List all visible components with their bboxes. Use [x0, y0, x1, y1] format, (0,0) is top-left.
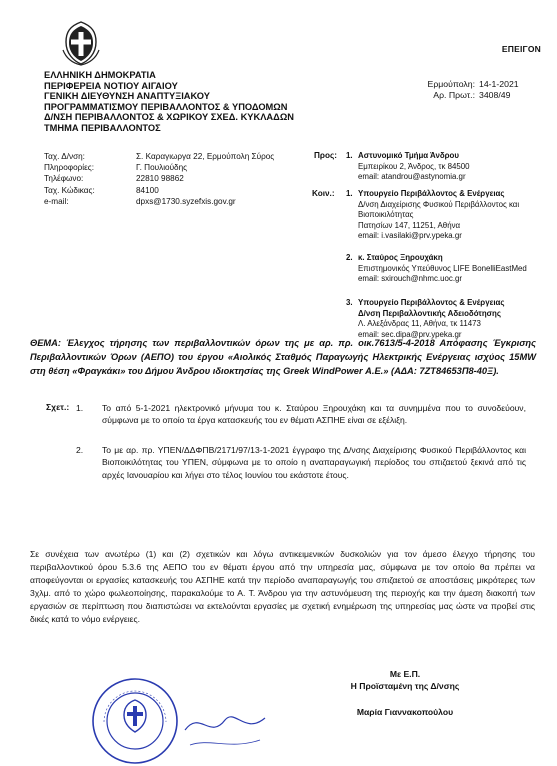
greek-emblem-icon	[60, 20, 102, 66]
related-number: 1.	[76, 403, 84, 413]
recipient-number: 3.	[346, 298, 353, 307]
recipient-line: Δ/νση Διαχείρισης Φυσικού Περιβάλλοντος και	[358, 199, 520, 209]
cc-recipient	[346, 189, 551, 242]
contact-block	[44, 151, 274, 207]
phone-label: Τηλέφωνο:	[44, 174, 84, 184]
info-label: Πληροφορίες:	[44, 163, 94, 173]
recipient-number: 1.	[346, 189, 353, 198]
related-item	[76, 444, 526, 481]
date-protocol-block	[405, 79, 519, 101]
recipient-line: Υπουργείο Περιβάλλοντος & Ενέργειας	[358, 298, 505, 307]
urgency-label: ΕΠΕΙΓΟΝ	[501, 44, 541, 54]
cc-recipient	[346, 298, 551, 340]
sender-line: ΠΡΟΓΡΑΜΜΑΤΙΣΜΟΥ ΠΕΡΙΒΑΛΛΟΝΤΟΣ & ΥΠΟΔΟΜΩΝ	[44, 101, 288, 112]
related-text: Το με αρ. πρ. ΥΠΕΝ/ΔΔΦΠΒ/2171/97/13-1-2021 έγγραφο της Δ/νσης Διαχείρισης Φυσικού Περιβάλλοντος και Βιοποικιλότητας του ΥΠΕΝ, σύμφωνα με το οποίο η αναπαραγωγική περίοδος του σπιζαετού ξεκινά από τις αρχές Ιανουαρίου και λήγει στο τέλος Ιουνίου του εκάστοτε έτους.	[102, 445, 526, 480]
address-value: Σ. Καραγιωργα 22, Ερμούπολη Σύρος	[136, 152, 275, 161]
recipient-line: Υπουργείο Περιβάλλοντος & Ενέργειας	[358, 189, 505, 198]
recipient-line: email: atandrou@astynomia.gr	[358, 172, 466, 182]
place-label: Ερμούπολη:	[427, 79, 475, 89]
recipient-line: Λ. Αλεξάνδρας 11, Αθήνα, τκ 11473	[358, 319, 481, 329]
related-text: Το από 5-1-2021 ηλεκτρονικό μήνυμα του κ. Σταύρου Ξηρουχάκη και τα συνημμένα που το συνοδεύουν, σύμφωνα με το οποίο τα έργα κατασκευής του εν θέματι ΑΣΠΗΕ είναι σε εξέλιξη.	[102, 403, 526, 426]
to-recipient	[346, 151, 546, 183]
signer-name: Μαρία Γιαννακοπούλου	[356, 707, 454, 717]
recipient-line: Εμπειρίκου 2, Άνδρος, τκ 84500	[358, 161, 470, 171]
recipient-number: 2.	[346, 253, 353, 262]
sender-line: ΓΕΝΙΚΗ ΔΙΕΥΘΥΝΣΗ ΑΝΑΠΤΥΞΙΑΚΟΥ	[44, 91, 210, 102]
body-paragraph: Σε συνέχεια των ανωτέρω (1) και (2) σχετικών και λόγω αντικειμενικών δυσκολιών για τον άμεσο έλεγχο τήρησης του περιβαλλοντικού όρου 5.3.6 της ΑΕΠΟ του εν θέματι έργου από την υπηρεσία μας, σύμφωνα με τον οποίο θα πρέπει να αποφεύγονται οι εργασίες κατασκευής του ΑΣΠΗΕ κατά την περίοδο αναπαραγωγής του σπιζαετού σε αποστάσεις μικρότερες των 3χλμ. από το χώρο φωλεοποίησης, παρακαλούμε το Α. Τ. Άνδρου για την αστυνόμευση της περιοχής και την άμεση διακοπή των εργασιών σε περίπτωση που διαπιστώσει να εκτελούνται εργασίες με σχετική ενημέρωση της υπηρεσίας μας ώστε να προβεί στις δικές κατά το νόμο ενέργειες.	[30, 549, 535, 624]
related-number: 2.	[76, 445, 84, 455]
subject: ΘΕΜΑ: Έλεγχος τήρησης των περιβαλλοντικών όρων της με αρ. πρ. οικ.7613/5-4-2018 Απόφασης Έγκρισης Περιβαλλοντικών Όρων (ΑΕΠΟ) του έργου «Αιολικός Σταθμός Παραγωγής Ηλεκτρικής Ενέργειας ισχύος 15MW στη θέση «Φραγκάκι» του Δήμου Άνδρου ιδιοκτησίας της Greek WindPower Α.Ε.» (ΑΔΑ: 7ΖΤ84653Π8-40Ξ).	[30, 338, 536, 376]
protocol-label: Αρ. Πρωτ.:	[433, 90, 475, 100]
recipient-line: Δ/νση Περιβαλλοντικής Αδειοδότησης	[358, 308, 501, 318]
sender-line: ΕΛΛΗΝΙΚΗ ΔΗΜΟΚΡΑΤΙΑ	[44, 70, 156, 80]
official-stamp-seal	[90, 676, 180, 766]
to-label: Προς:	[314, 151, 337, 160]
related-item	[76, 402, 526, 427]
date-value: 14-1-2021	[479, 79, 519, 89]
recipient-line: email: sxirouch@nhmc.uoc.gr	[358, 274, 463, 284]
signature-scribble	[180, 700, 270, 760]
sender-block	[44, 70, 344, 134]
cc-label: Κοιν.:	[312, 189, 335, 198]
recipient-line: κ. Σταύρος Ξηρουχάκη	[358, 253, 443, 262]
postal-value: 84100	[136, 185, 159, 195]
address-label: Ταχ. Δ/νση:	[44, 152, 85, 161]
phone-value: 22810 98862	[136, 174, 184, 184]
cc-recipient	[346, 253, 551, 285]
recipient-line: Πατησίων 147, 11251, Αθήνα	[358, 220, 461, 230]
email-value: dpxs@1730.syzefxis.gov.gr	[136, 196, 236, 206]
email-label: e-mail:	[44, 196, 69, 206]
signer-role: Η Προϊσταμένη της Δ/νσης	[350, 681, 460, 691]
recipient-line: Βιοποικιλότητας	[358, 210, 414, 220]
related-label: Σχετ.:	[46, 402, 70, 412]
protocol-value: 3408/49	[479, 90, 511, 100]
sender-line: ΠΕΡΙΦΕΡΕΙΑ ΝΟΤΙΟΥ ΑΙΓΑΙΟΥ	[44, 80, 178, 91]
recipient-line: Επιστημονικός Υπεύθυνος LIFE BonelliEastMed	[358, 263, 527, 273]
postal-label: Ταχ. Κώδικας:	[44, 185, 95, 195]
recipient-line: Αστυνομικό Τμήμα Άνδρου	[358, 151, 459, 160]
sender-line: Δ/ΝΣΗ ΠΕΡΙΒΑΛΛΟΝΤΟΣ & ΧΩΡΙΚΟΥ ΣΧΕΔ. ΚΥΚΛΑΔΩΝ	[44, 112, 294, 123]
recipient-line: email: i.vasilaki@prv.ypeka.gr	[358, 231, 462, 241]
signature-block	[300, 668, 510, 718]
info-value: Γ. Πουλιούδης	[136, 163, 188, 173]
closing: Με Ε.Π.	[389, 669, 421, 679]
recipient-number: 1.	[346, 151, 353, 160]
sender-line: ΤΜΗΜΑ ΠΕΡΙΒΑΛΛΟΝΤΟΣ	[44, 122, 161, 133]
recipient-line: email: sec.dipa@prv.ypeka.gr	[358, 329, 462, 339]
